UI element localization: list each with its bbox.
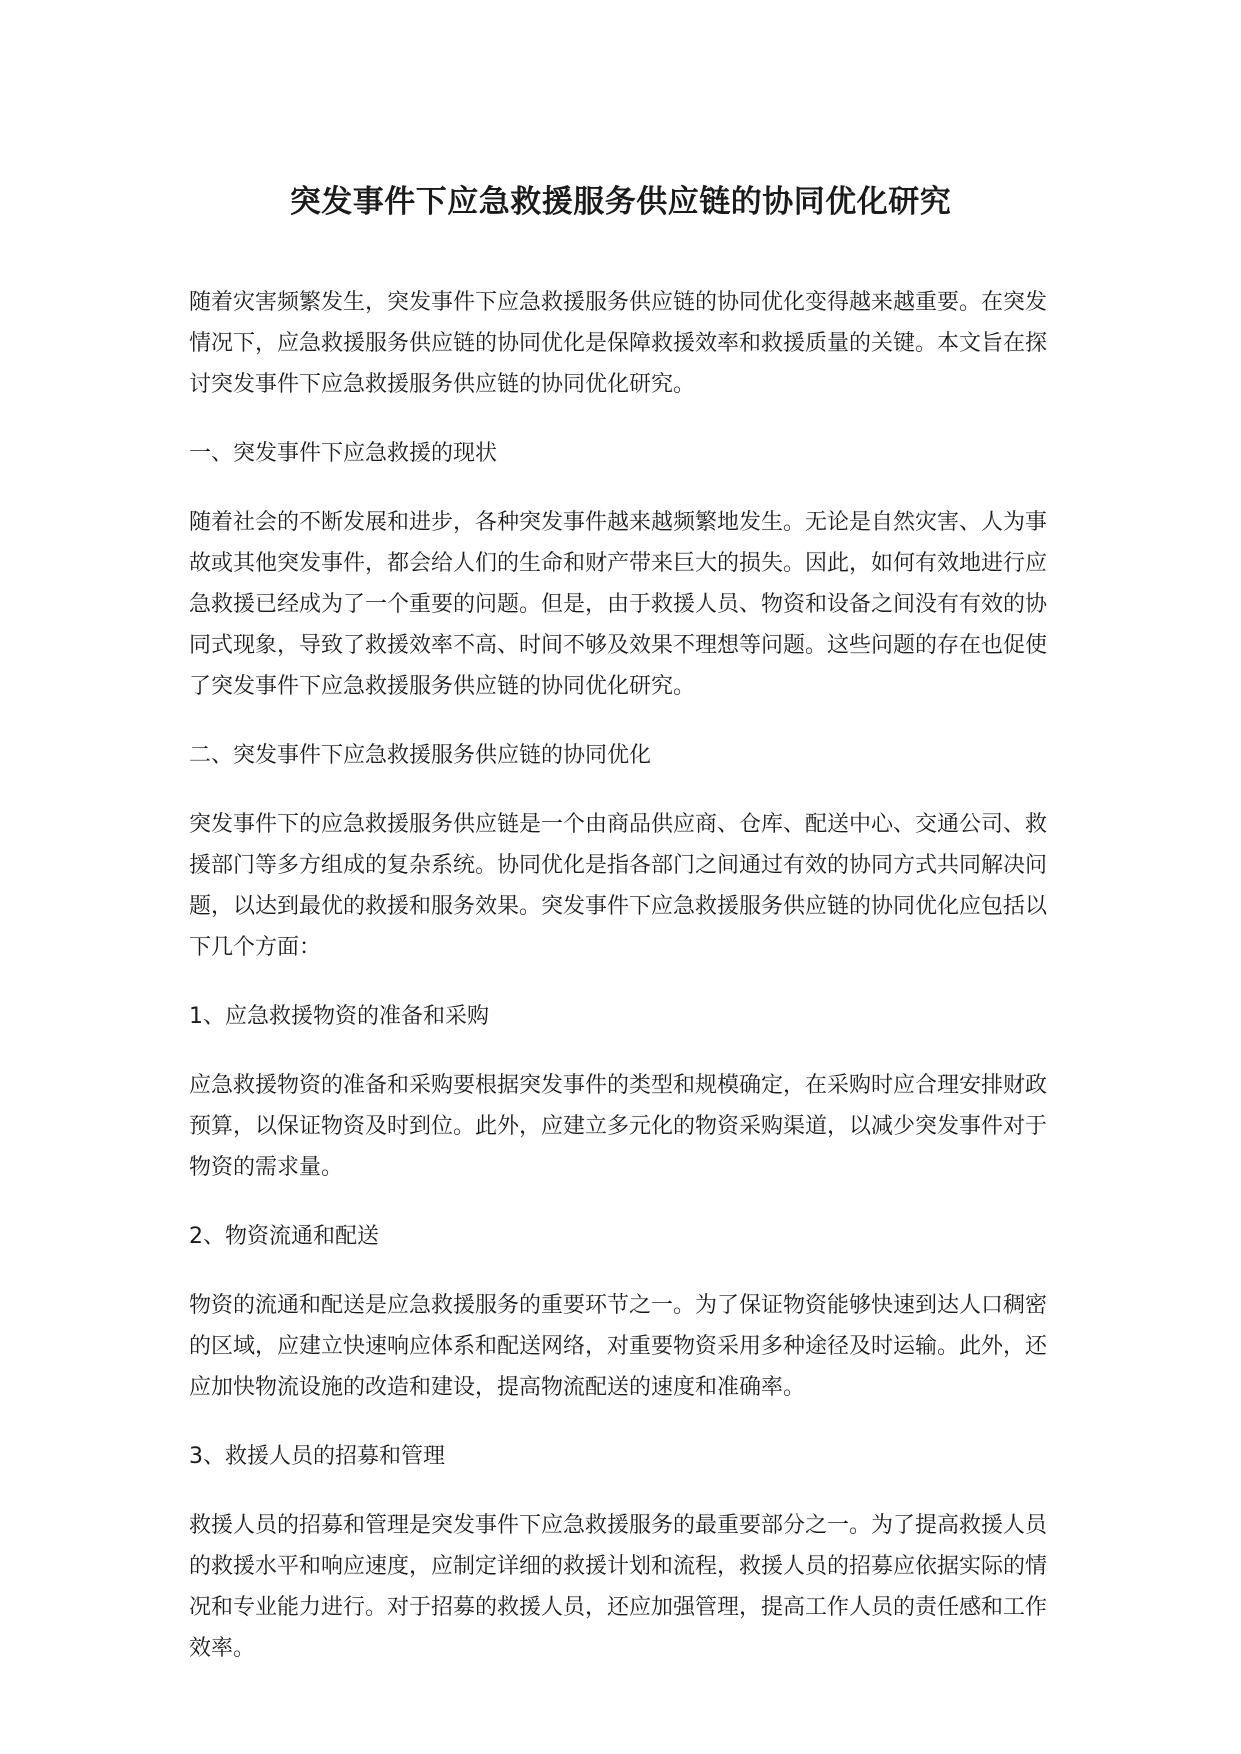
subsection-1-paragraph: 应急救援物资的准备和采购要根据突发事件的类型和规模确定，在采购时应合理安排财政预算，以保证物资及时到位。此外，应建立多元化的物资采购渠道，以减少突发事件对于物资的需求量。 bbox=[189, 1073, 1048, 1180]
section-heading-1: 一、突发事件下应急救援的现状 bbox=[189, 441, 498, 466]
subsection-2-paragraph: 物资的流通和配送是应急救援服务的重要环节之一。为了保证物资能够快速到达人口稠密的区域，应建立快速响应体系和配送网络，对重要物资采用多种途径及时运输。此外，还应加快物流设施的改造和建设，提高物流配送的速度和准确率。 bbox=[189, 1293, 1048, 1400]
section-heading-2: 二、突发事件下应急救援服务供应链的协同优化 bbox=[189, 743, 652, 768]
document-body bbox=[189, 282, 1049, 1697]
subsection-heading-3: 3、救援人员的招募和管理 bbox=[189, 1444, 445, 1469]
subsection-heading-1: 1、应急救援物资的准备和采购 bbox=[189, 1004, 489, 1029]
intro-paragraph: 随着灾害频繁发生，突发事件下应急救援服务供应链的协同优化变得越来越重要。在突发情况下，应急救援服务供应链的协同优化是保障救援效率和救援质量的关键。本文旨在探讨突发事件下应急救援服务供应链的协同优化研究。 bbox=[189, 290, 1048, 397]
document-title: 突发事件下应急救援服务供应链的协同优化研究 bbox=[289, 184, 952, 220]
subsection-3-paragraph: 救援人员的招募和管理是突发事件下应急救援服务的最重要部分之一。为了提高救援人员的救援水平和响应速度，应制定详细的救援计划和流程，救援人员的招募应依据实际的情况和专业能力进行。对于招募的救援人员，还应加强管理，提高工作人员的责任感和工作效率。 bbox=[189, 1513, 1048, 1661]
section-1-paragraph: 随着社会的不断发展和进步，各种突发事件越来越频繁地发生。无论是自然灾害、人为事故或其他突发事件，都会给人们的生命和财产带来巨大的损失。因此，如何有效地进行应急救援已经成为了一个重要的问题。但是，由于救援人员、物资和设备之间没有有效的协同式现象，导致了救援效率不高、时间不够及效果不理想等问题。这些问题的存在也促使了突发事件下应急救援服务供应链的协同优化研究。 bbox=[189, 510, 1048, 699]
section-2-paragraph: 突发事件下的应急救援服务供应链是一个由商品供应商、仓库、配送中心、交通公司、救援部门等多方组成的复杂系统。协同优化是指各部门之间通过有效的协同方式共同解决问题，以达到最优的救援和服务效果。突发事件下应急救援服务供应链的协同优化应包括以下几个方面： bbox=[189, 812, 1048, 960]
subsection-heading-2: 2、物资流通和配送 bbox=[189, 1224, 379, 1249]
